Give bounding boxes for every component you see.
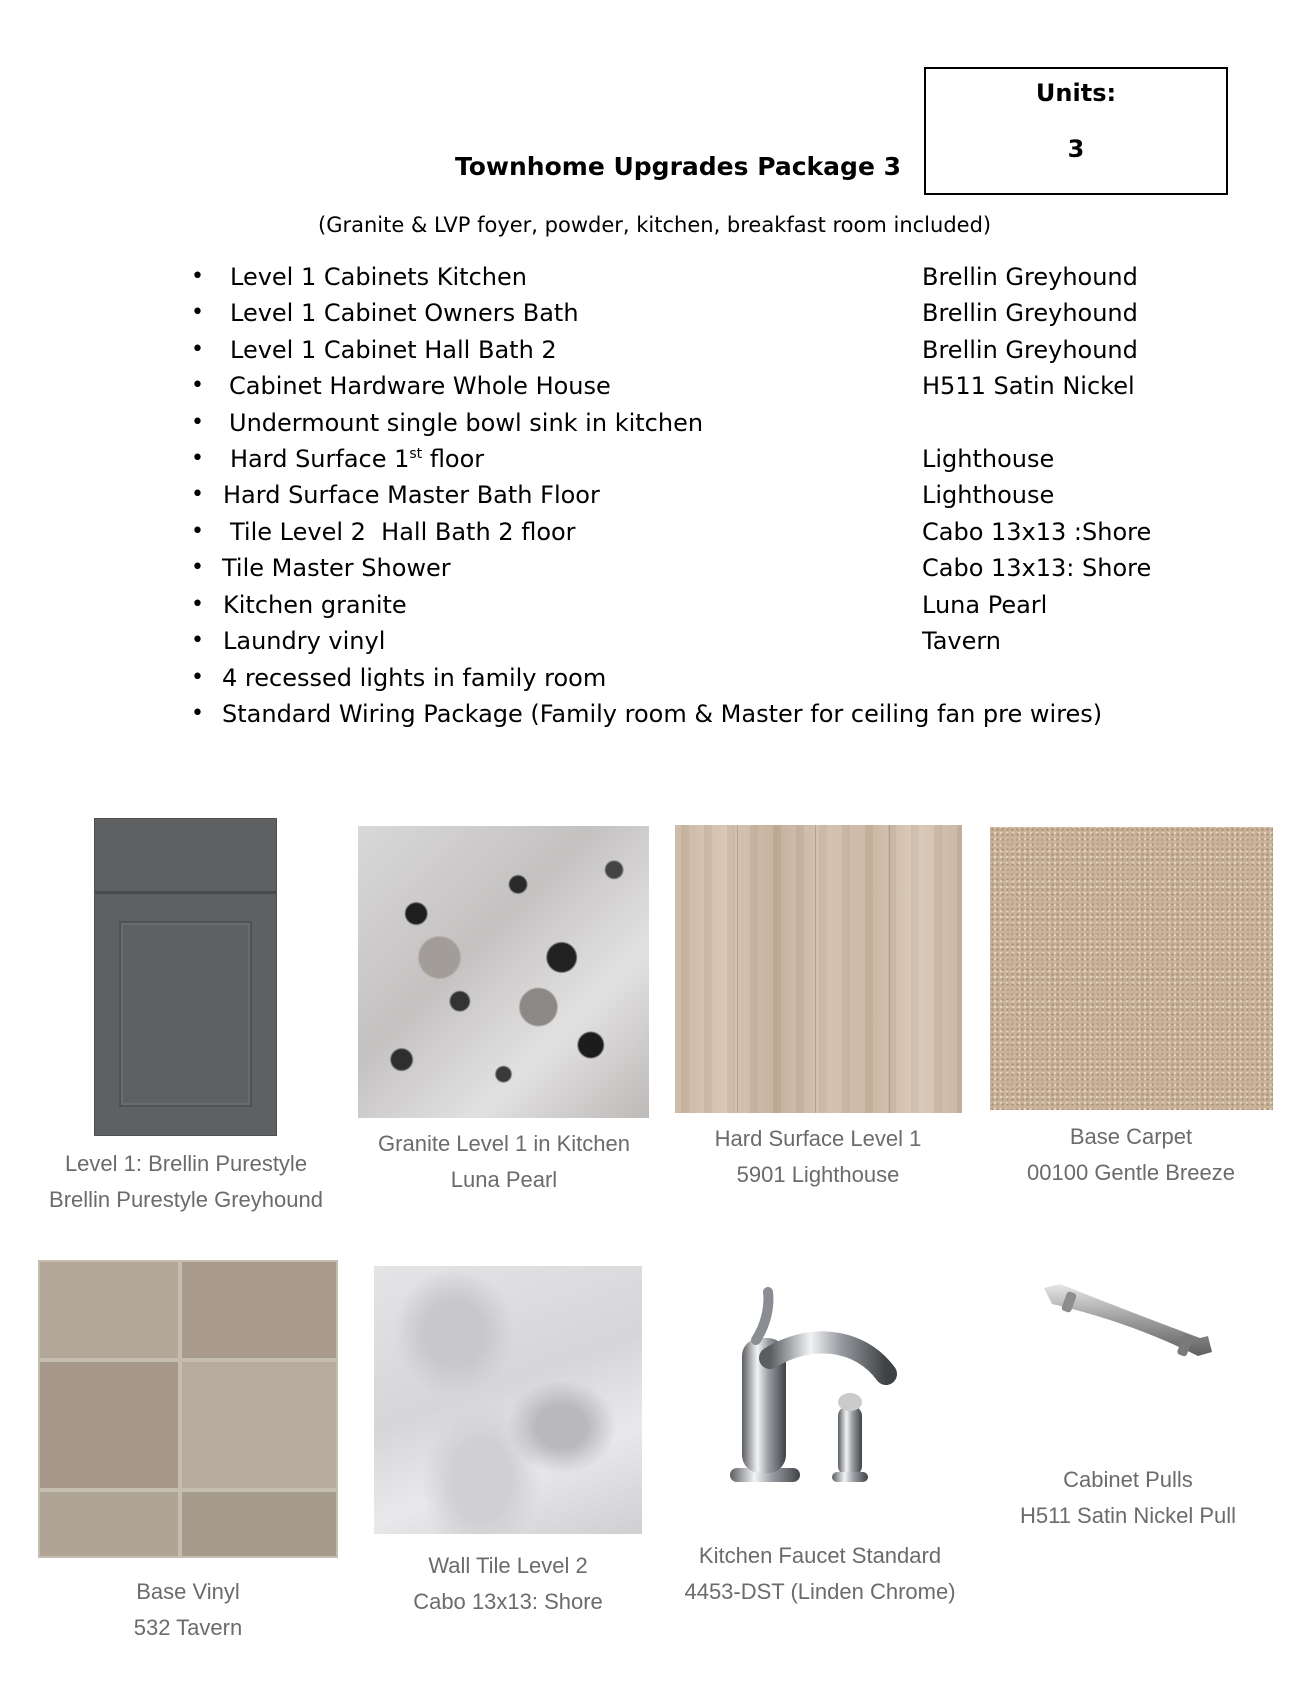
cabinet-drawer-line [95, 891, 276, 894]
caption-line1: Cabinet Pulls [1063, 1467, 1193, 1492]
item-value: Cabo 13x13 :Shore [922, 518, 1152, 546]
cabinet-pull-image [1040, 1278, 1220, 1388]
list-item [0, 369, 1309, 403]
vinyl-tile [38, 1360, 180, 1490]
list-item [0, 551, 1309, 585]
item-label: Laundry vinyl [223, 627, 386, 655]
hard-surface-swatch [675, 825, 962, 1113]
list-item [0, 588, 1309, 622]
page-title: Townhome Upgrades Package 3 [455, 152, 901, 181]
caption-line1: Wall Tile Level 2 [428, 1553, 588, 1578]
bullet: • [191, 264, 204, 289]
vinyl-swatch [38, 1260, 338, 1558]
bullet: • [191, 592, 204, 617]
faucet-image [710, 1278, 930, 1498]
caption-line1: Base Carpet [1069, 1124, 1193, 1149]
item-label: Undermount single bowl sink in kitchen [229, 409, 704, 437]
units-box [924, 67, 1228, 195]
faucet-caption [670, 1538, 970, 1610]
list-item [0, 697, 1309, 731]
vinyl-caption [38, 1574, 338, 1646]
page-subtitle: (Granite & LVP foyer, powder, kitchen, breakfast room included) [318, 213, 992, 237]
item-label: Kitchen granite [223, 591, 407, 619]
list-item [0, 661, 1309, 695]
list-item [0, 624, 1309, 658]
item-label-sup: st [409, 446, 423, 462]
item-label: Standard Wiring Package (Family room & Master for ceiling fan pre wires) [222, 700, 1103, 728]
wall-tile-swatch [374, 1266, 642, 1534]
caption-line2: H511 Satin Nickel Pull [1019, 1503, 1237, 1528]
list-item [0, 260, 1309, 294]
caption-line2: 5901 Lighthouse [736, 1162, 900, 1187]
bullet: • [191, 410, 204, 435]
bullet: • [191, 373, 204, 398]
hard-surface-caption [668, 1121, 968, 1193]
carpet-caption [981, 1119, 1281, 1191]
caption-line1: Level 1: Brellin Purestyle [64, 1151, 308, 1176]
bullet: • [191, 519, 204, 544]
granite-swatch [358, 826, 649, 1118]
wall-tile-caption [358, 1548, 658, 1620]
item-label: Level 1 Cabinet Hall Bath 2 [230, 336, 557, 364]
bullet: • [191, 555, 204, 580]
item-value: Lighthouse [922, 445, 1055, 473]
cabinet-panel [119, 921, 252, 1107]
item-value: H511 Satin Nickel [922, 372, 1135, 400]
bullet: • [191, 337, 204, 362]
caption-line1: Base Vinyl [136, 1579, 240, 1604]
plank-seam [889, 825, 890, 1113]
vinyl-tile [180, 1490, 338, 1558]
vinyl-tile [38, 1490, 180, 1558]
item-label: Level 1 Cabinets Kitchen [230, 263, 527, 291]
item-value: Luna Pearl [922, 591, 1048, 619]
bullet: • [191, 446, 204, 471]
item-value: Brellin Greyhound [922, 336, 1138, 364]
plank-seam [737, 825, 738, 1113]
list-item [0, 333, 1309, 367]
caption-line1: Granite Level 1 in Kitchen [378, 1131, 630, 1156]
vinyl-tile [38, 1260, 180, 1360]
item-label: Level 1 Cabinet Owners Bath [230, 299, 579, 327]
item-label-text: Hard Surface 1 [230, 445, 410, 473]
cabinet-door-swatch [94, 818, 277, 1136]
item-label: Cabinet Hardware Whole House [229, 372, 611, 400]
caption-line1: Hard Surface Level 1 [714, 1126, 922, 1151]
item-value: Lighthouse [922, 481, 1055, 509]
caption-line2: 532 Tavern [133, 1615, 243, 1640]
item-label: Tile Master Shower [222, 554, 451, 582]
bullet: • [191, 482, 204, 507]
item-value: Tavern [922, 627, 1002, 655]
caption-line2: Cabo 13x13: Shore [413, 1589, 603, 1614]
item-label: Tile Level 2 Hall Bath 2 floor [230, 518, 576, 546]
bullet: • [191, 628, 204, 653]
granite-caption [354, 1126, 654, 1198]
vinyl-tile [180, 1260, 338, 1360]
caption-line2: 00100 Gentle Breeze [1027, 1160, 1235, 1185]
bullet: • [191, 665, 204, 690]
caption-line2: Brellin Purestyle Greyhound [49, 1187, 323, 1212]
list-item [0, 442, 1309, 476]
units-label: Units: [1035, 79, 1117, 107]
item-label: 4 recessed lights in family room [222, 664, 607, 692]
list-item [0, 515, 1309, 549]
caption-line2: 4453-DST (Linden Chrome) [684, 1579, 956, 1604]
list-item [0, 406, 1309, 440]
list-item [0, 478, 1309, 512]
caption-line1: Kitchen Faucet Standard [698, 1543, 942, 1568]
units-value: 3 [1067, 135, 1085, 163]
cabinet-pulls-caption [978, 1462, 1278, 1534]
item-value: Brellin Greyhound [922, 263, 1138, 291]
item-label [230, 442, 484, 476]
carpet-swatch [990, 827, 1273, 1110]
bullet: • [191, 701, 204, 726]
vinyl-tile [180, 1360, 338, 1490]
cabinet-caption [36, 1146, 336, 1218]
plank-seam [815, 825, 816, 1113]
item-value: Brellin Greyhound [922, 299, 1138, 327]
item-label: Hard Surface Master Bath Floor [223, 481, 600, 509]
list-item [0, 296, 1309, 330]
item-label-after: floor [422, 445, 485, 473]
item-value: Cabo 13x13: Shore [922, 554, 1152, 582]
bullet: • [191, 300, 204, 325]
caption-line2: Luna Pearl [450, 1167, 558, 1192]
